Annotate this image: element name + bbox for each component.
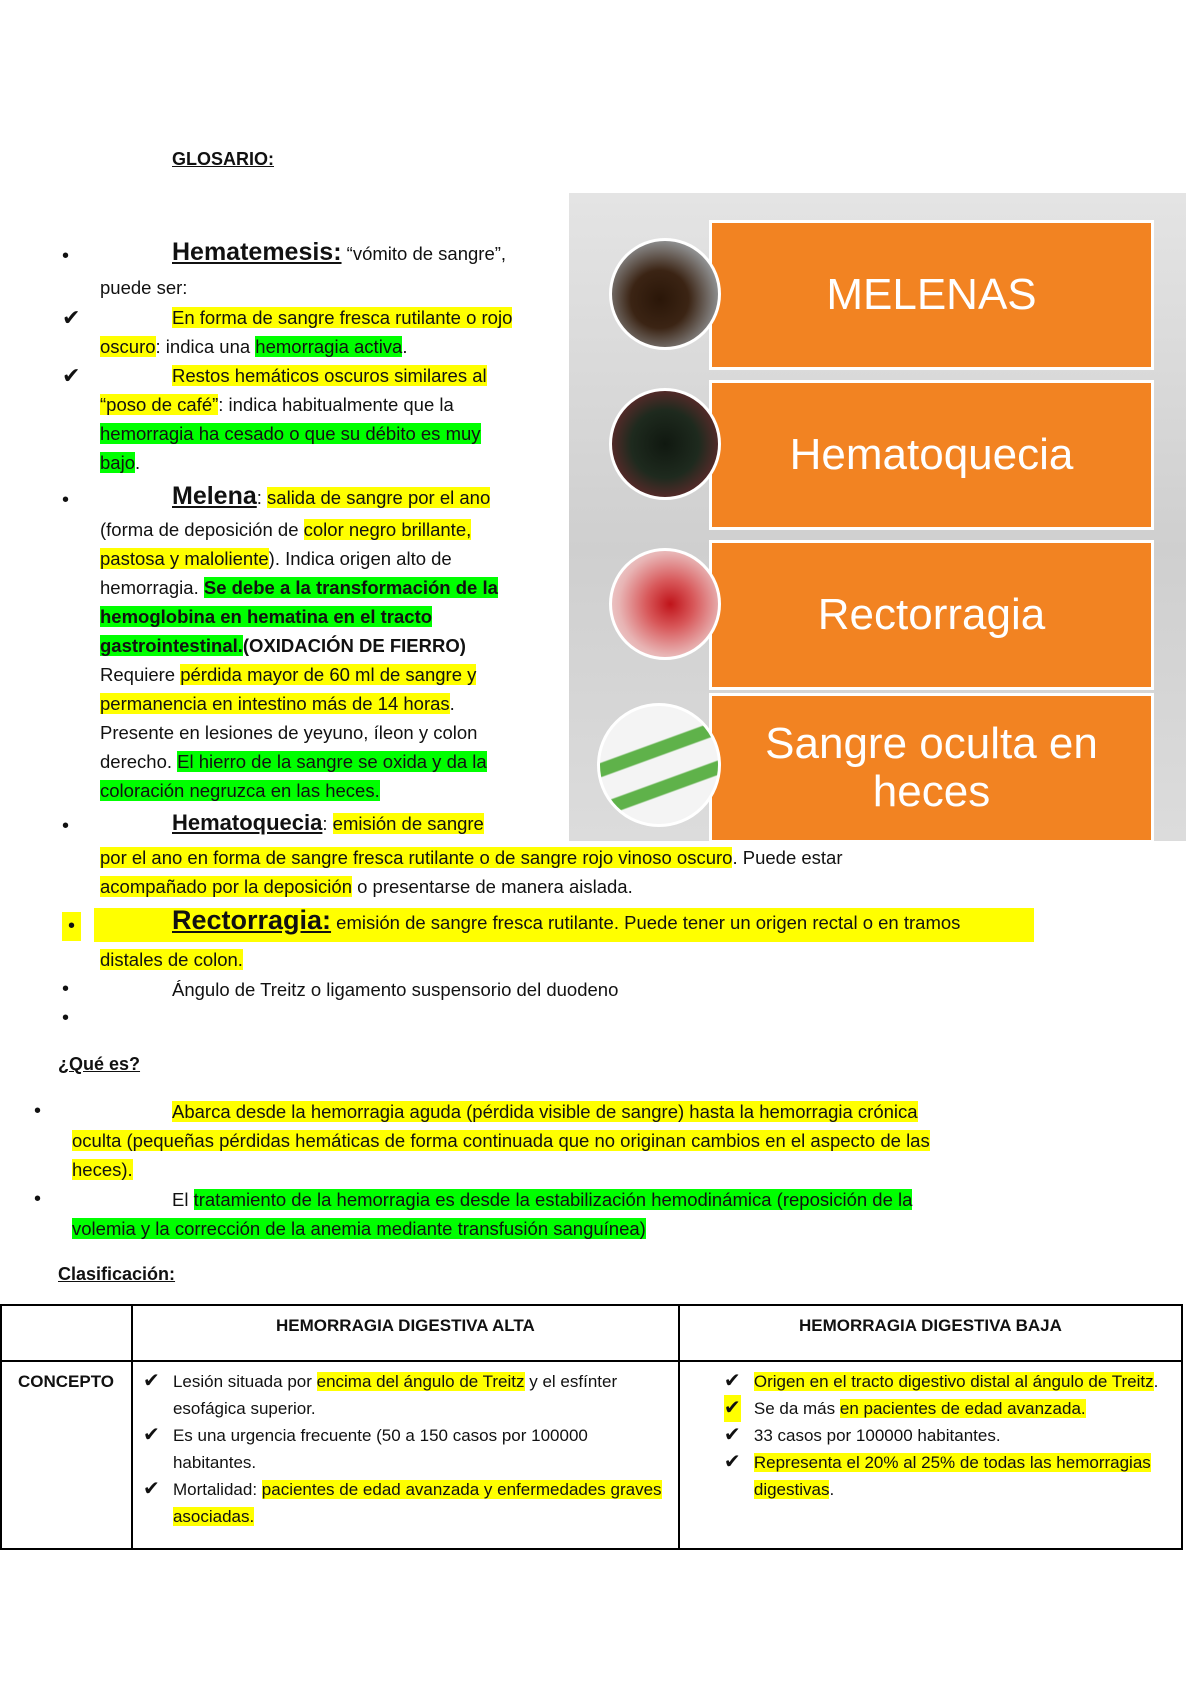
classification-table xyxy=(0,1304,1183,1550)
text-highlight: Abarca desde la hemorragia aguda (pérdida visible de sangre) hasta la hemorragia crónica xyxy=(172,1101,918,1122)
text-highlight: pastosa y maloliente xyxy=(100,548,269,569)
hematoquecia-line1 xyxy=(172,808,484,838)
list-item xyxy=(724,1368,1173,1395)
hematemesis-check1-line2 xyxy=(100,332,407,361)
text: : indica habitualmente que la xyxy=(218,394,454,415)
text-highlight: color negro brillante, xyxy=(303,519,472,540)
check-icon: ✔ xyxy=(723,1451,741,1473)
bullet-icon: • xyxy=(62,1007,70,1029)
text-highlight-green: El hierro de la sangre se oxida y da la xyxy=(177,751,487,772)
bullet-icon: • xyxy=(62,912,81,941)
text-highlight: permanencia en intestino más de 14 horas xyxy=(100,693,450,714)
text-highlight: pérdida mayor de 60 ml de sangre y xyxy=(180,664,477,685)
que-es-p1-line3 xyxy=(72,1155,133,1184)
hematoquecia-photo xyxy=(609,388,721,500)
text-highlight: en pacientes de edad avanzada. xyxy=(839,1399,1086,1418)
que-es-p2-line1 xyxy=(172,1185,912,1214)
melena-line6 xyxy=(100,631,466,660)
text-highlight-green: Se debe a la transformación de la xyxy=(203,577,498,598)
text: hemorragia. xyxy=(100,577,204,598)
baja-concepto-cell xyxy=(679,1361,1182,1549)
text-highlight: oscuro xyxy=(100,336,156,357)
row-label-concepto: CONCEPTO xyxy=(1,1361,132,1549)
bullet-icon: • xyxy=(62,815,70,837)
text-highlight: Representa el 20% al 25% de todas las hemorragias digestivas xyxy=(753,1453,1151,1499)
text: Requiere xyxy=(100,664,181,685)
text-highlight: heces). xyxy=(72,1159,133,1180)
text-highlight: Restos hemáticos oscuros similares al xyxy=(172,365,487,386)
melena-line8 xyxy=(100,689,455,718)
text: Es una urgencia frecuente (50 a 150 casos por 100000 habitantes. xyxy=(172,1426,588,1472)
pill-label: Rectorragia xyxy=(817,590,1046,639)
text: derecho. xyxy=(100,751,178,772)
alta-concepto-cell xyxy=(132,1361,679,1549)
check-icon: ✔ xyxy=(723,1424,741,1446)
text-highlight: oculta (pequeñas pérdidas hemáticas de forma continuada que no originan cambios en el aspecto de las xyxy=(72,1130,930,1151)
pill-hematoquecia xyxy=(709,380,1154,530)
text-highlight: En forma de sangre fresca rutilante o rojo xyxy=(172,307,513,328)
list-item xyxy=(143,1368,670,1422)
text: emisión de sangre fresca rutilante. Puede tener un origen rectal o en tramos xyxy=(331,912,961,933)
text: Se da más xyxy=(753,1399,840,1418)
clasificacion-heading: Clasificación: xyxy=(58,1264,176,1284)
check-icon: ✔ xyxy=(142,1478,160,1500)
pill-label: Hematoquecia xyxy=(789,430,1074,479)
bullet-icon: • xyxy=(62,978,70,1000)
text-highlight: “poso de café” xyxy=(100,394,219,415)
text: . xyxy=(449,693,455,714)
check-icon: ✔ xyxy=(142,1424,160,1446)
bullet-icon: • xyxy=(62,489,70,511)
text: 33 casos por 100000 habitantes. xyxy=(753,1426,1001,1445)
check-icon: ✔ xyxy=(62,363,81,388)
bullet-icon: • xyxy=(34,1100,42,1122)
text-highlight-green: hemoglobina en hematina en el tracto xyxy=(100,606,433,627)
text-highlight-green: volemia y la corrección de la anemia mediante transfusión sanguínea) xyxy=(72,1218,646,1239)
pill-sangre-oculta xyxy=(709,693,1154,843)
list-item xyxy=(724,1449,1173,1503)
text: . xyxy=(134,452,141,473)
rectorragia-line2 xyxy=(100,945,243,974)
melena-line9: Presente en lesiones de yeyuno, íleon y colon xyxy=(100,722,478,743)
hematemesis-def: “vómito de sangre”, xyxy=(346,243,507,264)
text-highlight: acompañado por la deposición xyxy=(100,876,352,897)
text: Mortalidad: xyxy=(172,1480,262,1499)
text-highlight-green: hemorragia ha cesado o que su débito es muy xyxy=(100,423,481,444)
text-highlight: por el ano en forma de sangre fresca rutilante o de sangre rojo vinoso oscuro xyxy=(100,847,733,868)
list-item xyxy=(724,1422,1173,1449)
text: y el esfínter esofágica superior. xyxy=(172,1372,618,1418)
text-highlight: encima del ángulo de Treitz xyxy=(316,1372,525,1391)
melena-line7 xyxy=(100,660,476,689)
text-highlight: emisión de sangre xyxy=(332,813,484,834)
list-item xyxy=(143,1422,670,1476)
check-icon: ✔ xyxy=(724,1395,741,1422)
melena-line2 xyxy=(100,515,471,544)
hematemesis-check2-line2 xyxy=(100,390,454,419)
header-alta: HEMORRAGIA DIGESTIVA ALTA xyxy=(132,1305,679,1361)
text-highlight: Origen en el tracto digestivo distal al ángulo de Treitz xyxy=(753,1372,1154,1391)
hematemesis-check2-line3 xyxy=(100,419,481,448)
que-es-heading: ¿Qué es? xyxy=(58,1054,141,1074)
melena-line4 xyxy=(100,573,498,602)
text: : xyxy=(256,487,268,508)
hematoquecia-line2 xyxy=(100,843,843,872)
blood-types-image xyxy=(569,193,1186,841)
hematemesis-cont: puede ser: xyxy=(100,277,188,298)
text-highlight-green: bajo xyxy=(100,452,135,473)
text-highlight-green: gastrointestinal. xyxy=(100,635,243,656)
text: Lesión situada por xyxy=(172,1372,317,1391)
text: (forma de deposición de xyxy=(100,519,304,540)
text: El xyxy=(172,1189,194,1210)
text: (OXIDACIÓN DE FIERRO) xyxy=(242,635,466,656)
hematemesis-line xyxy=(172,238,506,268)
table-row xyxy=(1,1361,1182,1549)
hematemesis-check2-line1 xyxy=(172,361,487,390)
rectorragia-photo xyxy=(609,548,721,660)
que-es-p1-line2 xyxy=(72,1126,930,1155)
pill-rectorragia xyxy=(709,540,1154,690)
hematemesis-term: Hematemesis: xyxy=(172,238,342,266)
pill-label: Sangre oculta en heces xyxy=(765,719,1098,816)
text-highlight-green: coloración negruzca en las heces. xyxy=(100,780,380,801)
melena-line11 xyxy=(100,776,380,805)
hematemesis-check2-line4 xyxy=(100,448,140,477)
bullet-icon: • xyxy=(34,1188,42,1210)
check-icon: ✔ xyxy=(62,305,81,330)
rectorragia-line1-text xyxy=(172,906,960,937)
sangre-oculta-photo xyxy=(597,703,721,827)
melena-line3 xyxy=(100,544,452,573)
table-header-row xyxy=(1,1305,1182,1361)
text: . xyxy=(402,336,408,357)
text-highlight: pacientes de edad avanzada y enfermedades graves asociadas. xyxy=(172,1480,662,1526)
que-es-p2-line2 xyxy=(72,1214,646,1243)
text: . Puede estar xyxy=(732,847,843,868)
text: . xyxy=(1153,1372,1159,1391)
list-item xyxy=(143,1476,670,1530)
que-es-p1-line1 xyxy=(172,1097,918,1126)
text-highlight: salida de sangre por el ano xyxy=(267,487,491,508)
pill-melenas xyxy=(709,220,1154,370)
header-baja: HEMORRAGIA DIGESTIVA BAJA xyxy=(679,1305,1182,1361)
text: o presentarse de manera aislada. xyxy=(351,876,633,897)
rectorragia-term: Rectorragia: xyxy=(172,905,332,935)
pill-label: MELENAS xyxy=(826,270,1037,319)
text-highlight-green: tratamiento de la hemorragia es desde la estabilización hemodinámica (reposición de la xyxy=(193,1189,913,1210)
hematemesis-check1-line1 xyxy=(172,303,512,332)
melena-line10 xyxy=(100,747,487,776)
text-highlight-green: hemorragia activa xyxy=(255,336,403,357)
check-icon: ✔ xyxy=(723,1370,741,1392)
melena-term: Melena xyxy=(172,482,257,510)
hematoquecia-term: Hematoquecia xyxy=(172,810,323,835)
text: ). Indica origen alto de xyxy=(268,548,452,569)
list-item xyxy=(724,1395,1173,1422)
melena-photo xyxy=(609,238,721,350)
hematoquecia-line3 xyxy=(100,872,633,901)
treitz-line: Ángulo de Treitz o ligamento suspensorio del duodeno xyxy=(172,979,619,1000)
melena-line1 xyxy=(172,482,490,512)
bullet-icon: • xyxy=(62,245,70,267)
text: : xyxy=(322,813,333,834)
text: : indica una xyxy=(155,336,256,357)
text-highlight: distales de colon. xyxy=(100,949,243,970)
check-icon: ✔ xyxy=(142,1370,160,1392)
text: . xyxy=(829,1480,835,1499)
melena-line5 xyxy=(100,602,432,631)
table-corner-cell xyxy=(1,1305,132,1361)
glosario-heading: GLOSARIO: xyxy=(172,149,274,169)
